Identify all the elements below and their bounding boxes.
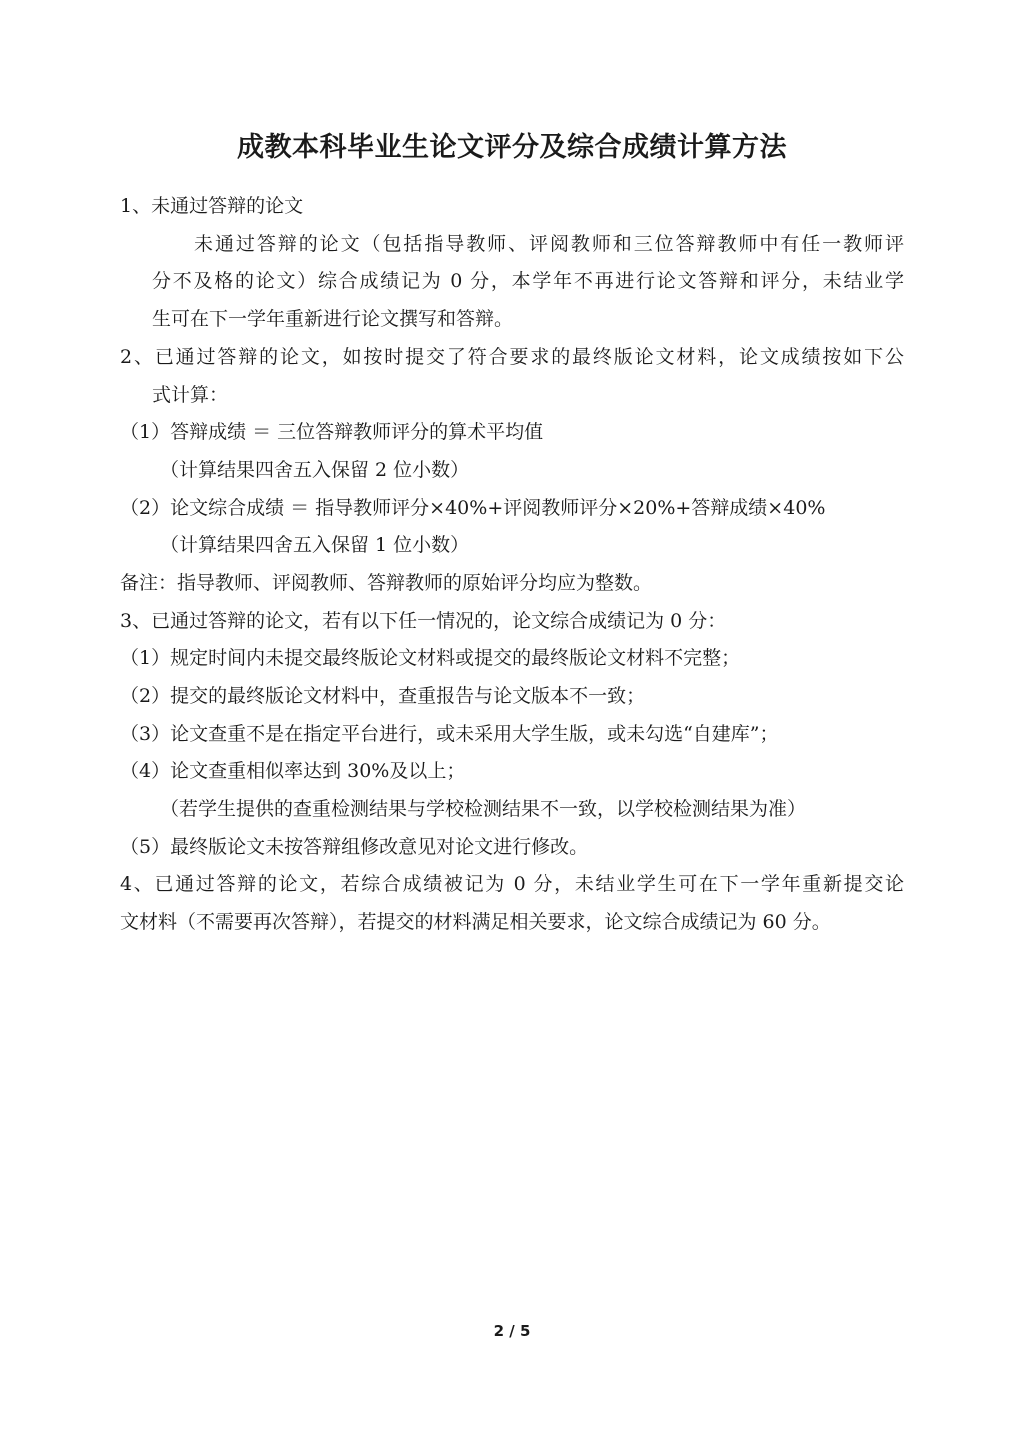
document-title: 成教本科毕业生论文评分及综合成绩计算方法 [237, 132, 787, 163]
remark: 备注：指导教师、评阅教师、答辩教师的原始评分均应为整数。 [120, 572, 653, 594]
section-1-paragraph-line-2: 分不及格的论文）综合成绩记为 0 分，本学年不再进行论文答辩和评分，未结业学 [152, 270, 904, 292]
section-3-item-3: （3）论文查重不是在指定平台进行，或未采用大学生版，或未勾选“自建库”； [120, 723, 779, 745]
formula-1: （1）答辩成绩 ＝ 三位答辩教师评分的算术平均值 [120, 421, 544, 443]
formula-1-note: （计算结果四舍五入保留 2 位小数） [160, 459, 470, 481]
section-3-item-4: （4）论文查重相似率达到 30%及以上； [120, 760, 466, 782]
section-4-line-1: 4、已通过答辩的论文，若综合成绩被记为 0 分，未结业学生可在下一学年重新提交论 [120, 873, 904, 895]
section-1-paragraph-line-3: 生可在下一学年重新进行论文撰写和答辩。 [152, 308, 514, 330]
formula-2-note: （计算结果四舍五入保留 1 位小数） [160, 534, 470, 556]
section-4-line-2: 文材料（不需要再次答辩），若提交的材料满足相关要求，论文综合成绩记为 60 分。 [120, 911, 831, 933]
section-2-heading-line-1: 2、已通过答辩的论文，如按时提交了符合要求的最终版论文材料，论文成绩按如下公 [120, 346, 904, 368]
section-3-item-2: （2）提交的最终版论文材料中，查重报告与论文版本不一致； [120, 685, 646, 707]
formula-2: （2）论文综合成绩 ＝ 指导教师评分×40%+评阅教师评分×20%+答辩成绩×40% [120, 497, 826, 519]
section-3-heading: 3、已通过答辩的论文，若有以下任一情况的，论文综合成绩记为 0 分： [120, 610, 727, 632]
section-2-heading-line-2: 式计算： [152, 384, 229, 406]
section-3-item-1: （1）规定时间内未提交最终版论文材料或提交的最终版论文材料不完整； [120, 647, 741, 669]
section-3-item-5: （5）最终版论文未按答辩组修改意见对论文进行修改。 [120, 836, 589, 858]
section-3-item-4-note: （若学生提供的查重检测结果与学校检测结果不一致，以学校检测结果为准） [160, 798, 807, 820]
section-1-paragraph-line-1: 未通过答辩的论文（包括指导教师、评阅教师和三位答辩教师中有任一教师评 [194, 233, 904, 255]
section-1-heading: 1、未通过答辩的论文 [120, 195, 304, 217]
page-number: 2 / 5 [493, 1322, 531, 1340]
